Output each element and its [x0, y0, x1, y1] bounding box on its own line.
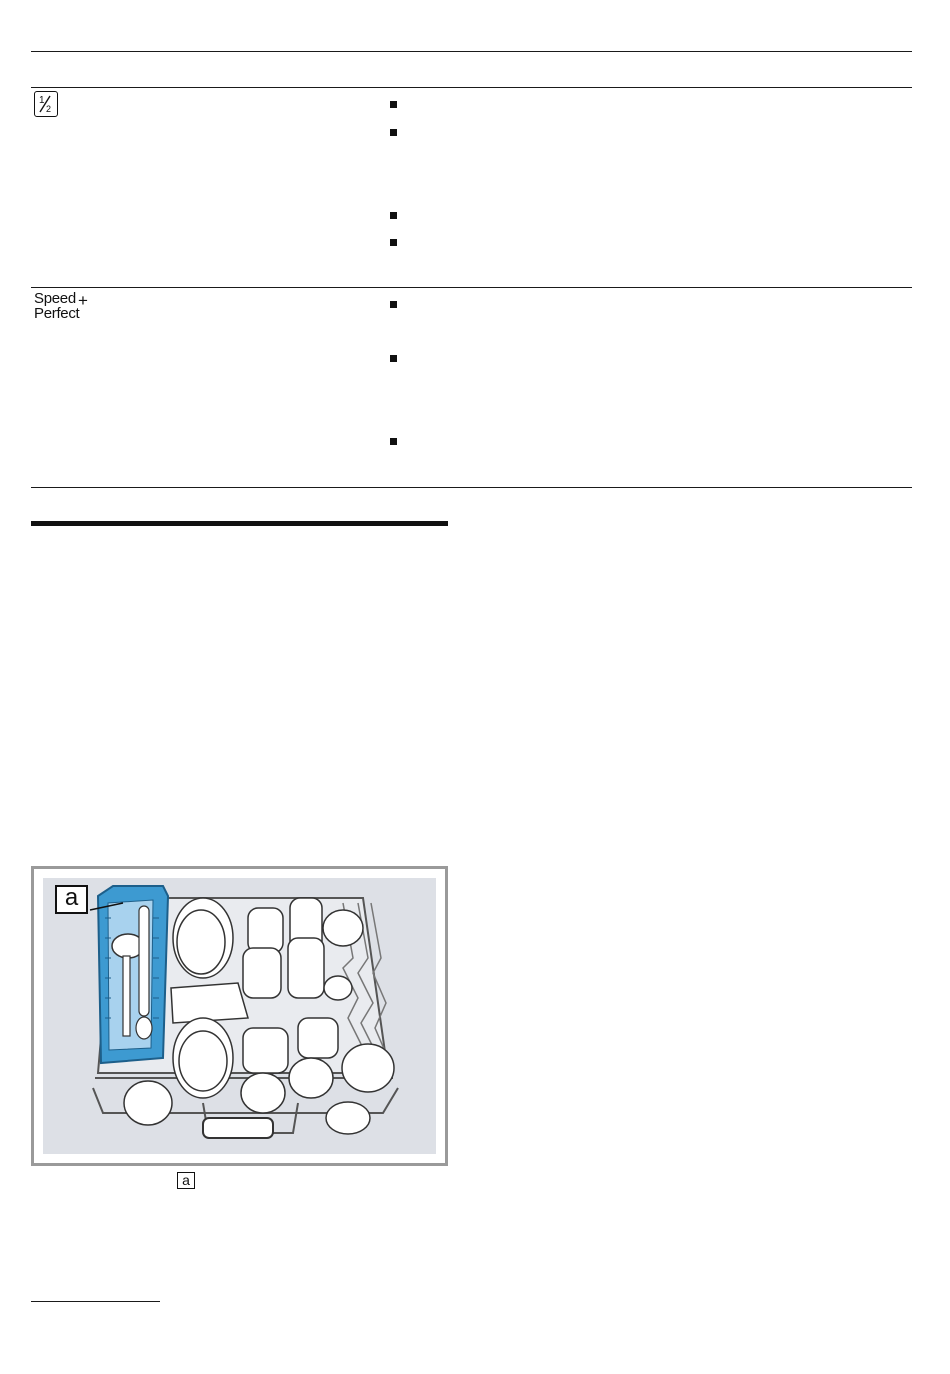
caption-reference-a: a: [177, 1172, 195, 1189]
section-heading-rule: [31, 521, 448, 526]
svg-text:1: 1: [39, 95, 45, 106]
dishwasher-basket-illustration: [43, 878, 436, 1154]
half-load-icon: [34, 91, 58, 117]
footnote-rule: [31, 1301, 160, 1302]
bullet: [390, 239, 397, 246]
bullet: [390, 101, 397, 108]
speed-label-line1: Speed: [34, 290, 76, 307]
bullet: [390, 355, 397, 362]
speed-plus-sign: +: [78, 291, 88, 310]
table-header-rule: [31, 87, 912, 88]
figure-background: [43, 878, 436, 1154]
table-bottom-rule: [31, 487, 912, 488]
svg-text:2: 2: [46, 104, 52, 114]
bullet: [390, 438, 397, 445]
top-rule: [31, 51, 912, 52]
bullet: [390, 301, 397, 308]
dishwasher-basket-figure: [31, 866, 448, 1166]
bullet: [390, 212, 397, 219]
callout-label-a: a: [55, 885, 88, 914]
speed-label-line2: Perfect: [34, 305, 80, 322]
speed-perfect-label: [34, 291, 79, 321]
bullet: [390, 129, 397, 136]
row-divider: [31, 287, 912, 288]
